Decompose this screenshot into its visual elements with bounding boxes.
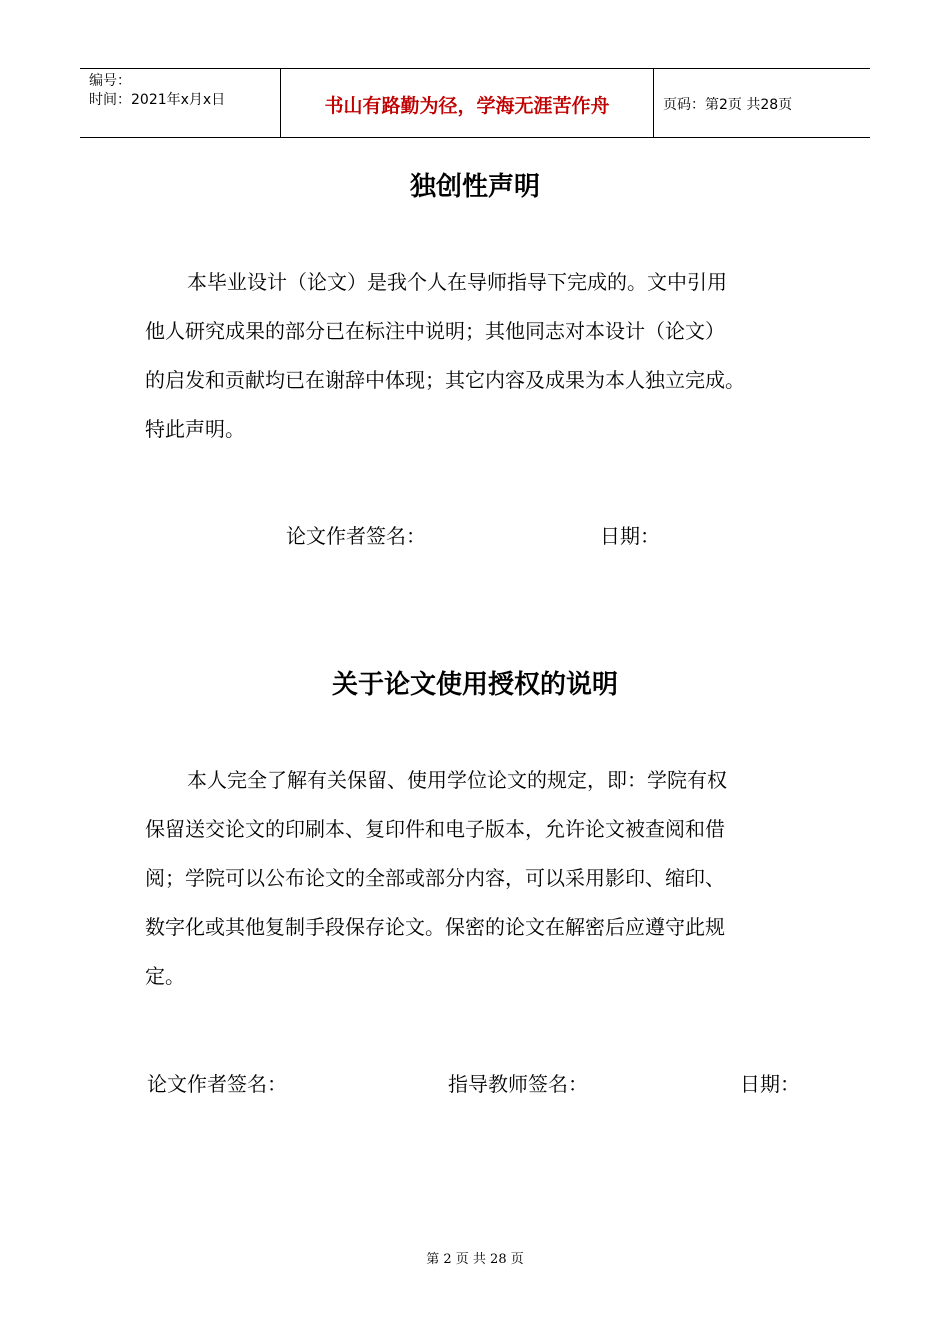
document-number-label: 编号： — [89, 73, 131, 89]
header-page-cell — [654, 69, 870, 137]
originality-statement-title: 独创性声明 — [409, 172, 540, 202]
date-label: 日期： — [740, 1072, 800, 1096]
header-info-cell — [80, 69, 281, 137]
paragraph-line: 数字化或其他复制手段保存论文。保密的论文在解密后应遵守此规 — [145, 915, 725, 939]
paragraph-line: 本毕业设计（论文）是我个人在导师指导下完成的。文中引用 — [187, 270, 727, 294]
page-footer: 第 2 页 共 28 页 — [426, 1252, 524, 1267]
author-signature-label: 论文作者签名： — [147, 1072, 287, 1096]
paragraph-line: 他人研究成果的部分已在标注中说明；其他同志对本设计（论文） — [145, 319, 725, 343]
date-label: 日期： — [600, 524, 660, 548]
paragraph-line: 定。 — [145, 964, 185, 988]
authorization-title: 关于论文使用授权的说明 — [331, 670, 618, 700]
document-time-label: 时间：2021年x月x日 — [89, 92, 226, 108]
paragraph-line: 阅；学院可以公布论文的全部或部分内容，可以采用影印、缩印、 — [145, 866, 725, 890]
authorization-body — [145, 756, 727, 1001]
advisor-signature-label: 指导教师签名： — [448, 1072, 588, 1096]
page-header — [80, 68, 870, 138]
originality-statement-body — [145, 258, 745, 454]
paragraph-line: 的启发和贡献均已在谢辞中体现；其它内容及成果为本人独立完成。 — [145, 368, 745, 392]
author-signature-label: 论文作者签名： — [286, 524, 426, 548]
paragraph-line: 保留送交论文的印刷本、复印件和电子版本，允许论文被查阅和借 — [145, 817, 725, 841]
header-page-info: 页码：第2页 共28页 — [663, 97, 793, 113]
header-motto-cell — [281, 69, 654, 137]
paragraph-line: 特此声明。 — [145, 417, 245, 441]
header-motto: 书山有路勤为径，学海无涯苦作舟 — [324, 95, 610, 117]
paragraph-line: 本人完全了解有关保留、使用学位论文的规定，即：学院有权 — [187, 768, 727, 792]
